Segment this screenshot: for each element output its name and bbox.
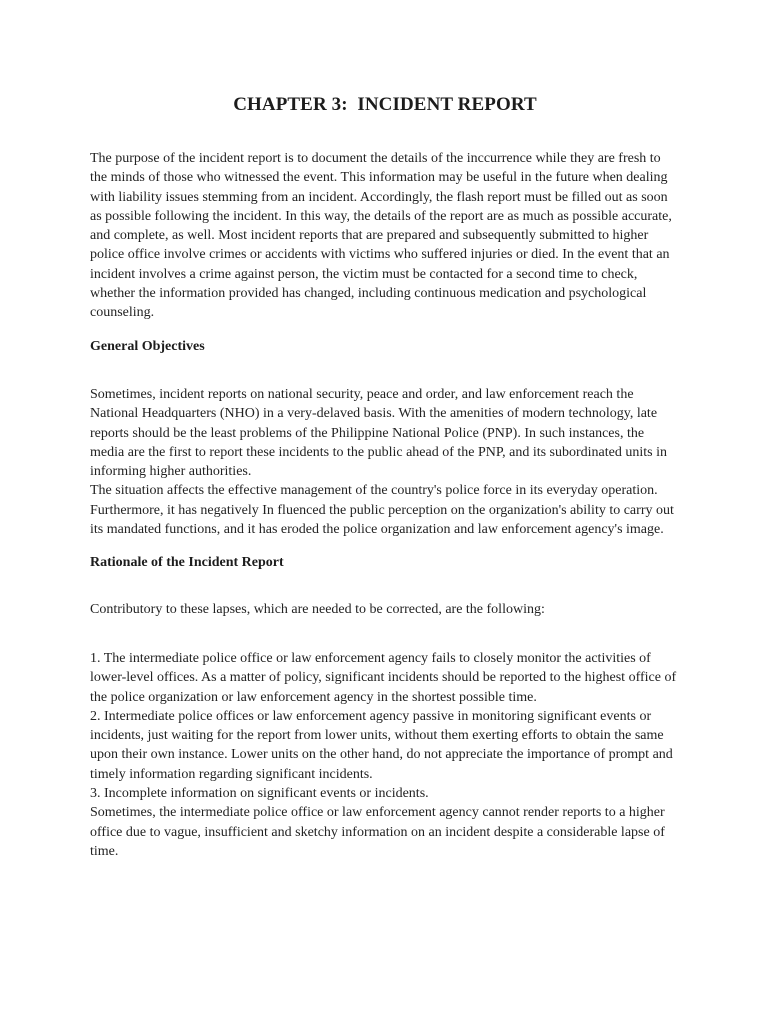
purpose-paragraph: The purpose of the incident report is to document the details of the inccurrence while they are fresh to the minds of those who witnessed the event. This information may be useful in the future when dealing with liability issues stemming from an incident. Accordingly, the flash report must be filled out as soon as possible following the incident. In this way, the details of the report are as much as possible accurate, and complete, as well. Most incident reports that are prepared and subsequently submitted to higher police office involve crimes or accidents with victims who suffered injuries or died. In the event that an incident involves a crime against person, the victim must be contacted for a second time to check, whether the information provided has changed, including continuous medication and psychological counseling. — [90, 151, 672, 321]
general-objectives-heading: General Objectives — [90, 338, 205, 354]
general-objectives-paragraph-1: Sometimes, incident reports on national security, peace and order, and law enforcement reach the National Headquarters (NHO) in a very-delaved basis. With the amenities of modern technology, late reports should be the least problems of the Philippine National Police (PNP). In such instances, the media are the first to report these incidents to the public ahead of the PNP, and its subordinated units in informing higher authorities. — [90, 386, 667, 480]
rationale-heading: Rationale of the Incident Report — [90, 555, 284, 571]
list-item-3: 3. Incomplete information on significant events or incidents. — [90, 786, 429, 802]
list-item-3-detail: Sometimes, the intermediate police office or law enforcement agency cannot render reports to a higher office due to vague, insufficient and sketchy information on an incident despite a considerable lapse of time. — [90, 805, 665, 859]
general-objectives-paragraph-2: The situation affects the effective management of the country's police force in its everyday operation. Furthermore, it has negatively In fluenced the public perception on the organization's ability to carry out its mandated functions, and it has eroded the police organization and law enforcement agency's image. — [90, 483, 674, 538]
list-item-2: 2. Intermediate police offices or law enforcement agency passive in monitoring significant events or incidents, just waiting for the report from lower units, without them exerting efforts to obtain the same upon their own instance. Lower units on the other hand, do not appreciate the importance of prompt and timely information regarding significant incidents. — [90, 708, 673, 782]
list-item-1: 1. The intermediate police office or law enforcement agency fails to closely monitor the activities of lower-level offices. As a matter of policy, significant incidents should be reported to the highest office of the police organization or law enforcement agency in the shortest possible time. — [90, 650, 677, 705]
rationale-intro-paragraph: Contributory to these lapses, which are needed to be corrected, are the following: — [90, 601, 545, 617]
page-title: CHAPTER 3: INCIDENT REPORT — [233, 94, 537, 115]
